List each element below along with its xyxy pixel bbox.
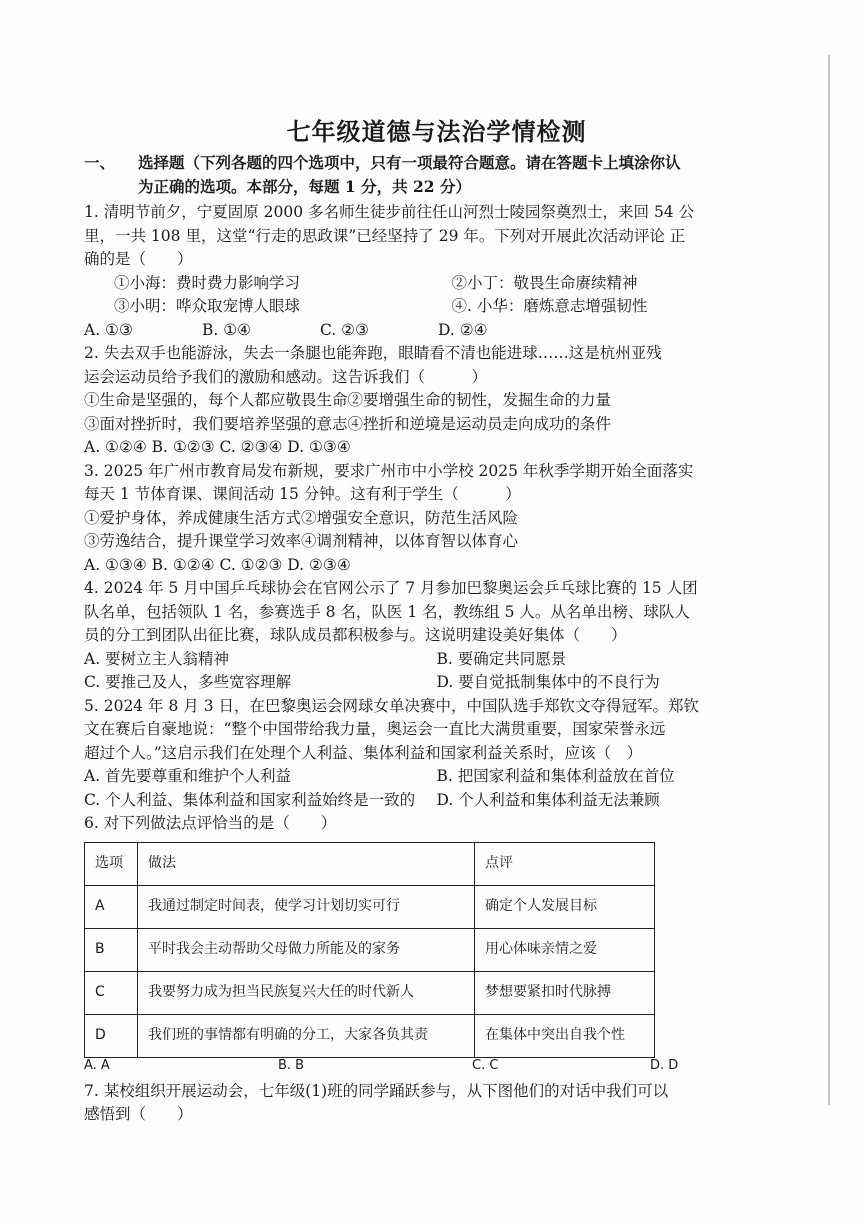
- table-cell: A: [85, 885, 138, 928]
- page-title: 七年级道德与法治学情检测: [286, 117, 587, 146]
- statement-line: ①爱护身体，养成健康生活方式②增强安全意识，防范生活风险: [84, 508, 519, 527]
- evaluation-table: [84, 842, 655, 1058]
- table-row: [85, 971, 655, 1014]
- table-header: 做法: [138, 842, 475, 885]
- table-row: [85, 1014, 655, 1057]
- question-line: 运会运动员给予我们的激励和感动。这告诉我们（ ）: [84, 367, 488, 386]
- answer-choices[interactable]: A. ①②④ B. ①②③ C. ②③④ D. ①③④: [84, 438, 351, 456]
- answer-row: [84, 671, 789, 695]
- question-line: 队名单，包括领队 1 名，参赛选手 8 名，队医 1 名，教练组 5 人。从名单出榜、球队人: [84, 602, 690, 621]
- statement-line: ③劳逸结合，提升课堂学习效率④调剂精神，以体育智以体育心: [84, 532, 519, 550]
- answer-row: [84, 765, 789, 789]
- choice-d[interactable]: D. D: [650, 1057, 679, 1073]
- section-number: 一、: [84, 153, 116, 172]
- statement-3: ③小明：哗众取宠博人眼球: [114, 297, 301, 315]
- statement-row: [84, 272, 789, 296]
- table-cell: 用心体味亲情之爱: [475, 928, 655, 971]
- statement-2: ②小丁：敬畏生命赓续精神: [451, 273, 638, 292]
- choice-d[interactable]: D. 个人利益和集体利益无法兼顾: [436, 790, 660, 809]
- question-line: 7. 某校组织开展运动会，七年级(1)班的同学踊跃参与，从下图他们的对话中我们可以: [84, 1081, 669, 1100]
- statement-row: [84, 295, 789, 319]
- table-cell: 确定个人发展目标: [475, 885, 655, 928]
- question-line: 6. 对下列做法点评恰当的是（ ）: [84, 814, 337, 832]
- table-cell: 我们班的事情都有明确的分工，大家各负其责: [138, 1014, 475, 1057]
- choice-a[interactable]: A. 要树立主人翁精神: [84, 649, 230, 668]
- table-header: 选项: [85, 842, 138, 885]
- statement-line: ③面对挫折时，我们要培养坚强的意志④挫折和逆境是运动员走向成功的条件: [84, 414, 612, 433]
- choice-d[interactable]: D. ②④: [438, 320, 488, 339]
- table-cell: 平时我会主动帮助父母做力所能及的家务: [138, 928, 475, 971]
- statement-1: ①小海：费时费力影响学习: [114, 273, 301, 292]
- choice-c[interactable]: C. 个人利益、集体利益和国家利益始终是一致的: [84, 790, 416, 809]
- question-1: [84, 201, 789, 342]
- choice-a[interactable]: A. 首先要尊重和维护个人利益: [84, 767, 292, 785]
- table-cell: 我通过制定时间表，使学习计划切实可行: [138, 885, 475, 928]
- question-line: 1. 清明节前夕，宁夏固原 2000 多名师生徒步前往任山河烈士陵园祭奠烈士，来回 54 公: [84, 203, 695, 221]
- question-6: [84, 812, 789, 1074]
- choice-a[interactable]: A. A: [84, 1057, 110, 1073]
- choice-d[interactable]: D. 要自觉抵制集体中的不良行为: [436, 673, 660, 691]
- answer-choices[interactable]: A. ①③④ B. ①②④ C. ①②③ D. ②③④: [84, 555, 351, 574]
- table-cell: 在集体中突出自我个性: [475, 1014, 655, 1057]
- question-line: 文在赛后自豪地说：“整个中国带给我力量，奥运会一直比大满贯重要，国家荣誉永远: [84, 720, 666, 738]
- table-cell: C: [85, 971, 138, 1014]
- statement-line: ①生命是坚强的，每个人都应敬畏生命②要增强生命的韧性，发掘生命的力量: [84, 391, 612, 409]
- table-cell: 梦想要紧扣时代脉搏: [475, 971, 655, 1014]
- choice-b[interactable]: B. 把国家利益和集体利益放在首位: [436, 767, 675, 785]
- answer-choices: [84, 1058, 789, 1074]
- page-edge-shadow: [828, 55, 830, 1105]
- table-row: [85, 885, 655, 928]
- table-cell: 我要努力成为担当民族复兴大任的时代新人: [138, 971, 475, 1014]
- table-cell: D: [85, 1014, 138, 1057]
- question-line: 超过个人。”这启示我们在处理个人利益、集体利益和国家利益关系时，应该（ ）: [84, 743, 643, 762]
- question-3: [84, 460, 789, 578]
- table-header-row: [85, 842, 655, 885]
- question-line: 4. 2024 年 5 月中国乒乓球协会在官网公示了 7 月参加巴黎奥运会乒乓球比赛的 15 人团: [84, 579, 698, 597]
- question-7: [84, 1080, 789, 1127]
- choice-b[interactable]: B. ①④: [202, 320, 252, 339]
- question-4: [84, 577, 789, 695]
- question-line: 里，一共 108 里，这堂“行走的思政课”已经坚持了 29 年。下列对开展此次活动评论 正: [84, 226, 686, 245]
- section-header: [84, 151, 789, 199]
- table-cell: B: [85, 928, 138, 971]
- table-row: [85, 928, 655, 971]
- answer-row: [84, 789, 789, 813]
- question-line: 3. 2025 年广州市教育局发布新规，要求广州市中小学校 2025 年秋季学期开始全面落实: [84, 461, 694, 480]
- statement-4: ④. 小华：磨炼意志增强韧性: [451, 297, 648, 315]
- choice-c[interactable]: C. C: [472, 1057, 499, 1073]
- question-5: [84, 695, 789, 813]
- section-instructions-line2: 为正确的选项。本部分，每题 1 分，共 22 分）: [138, 177, 471, 196]
- question-line: 2. 失去双手也能游泳，失去一条腿也能奔跑，眼睛看不清也能进球……这是杭州亚残: [84, 344, 662, 362]
- exam-content: [84, 112, 789, 1127]
- question-line: 每天 1 节体育课、课间活动 15 分钟。这有利于学生（ ）: [84, 485, 521, 503]
- question-line: 感悟到（ ）: [84, 1105, 193, 1123]
- choice-a[interactable]: A. ①③: [84, 320, 133, 339]
- question-line: 确的是（ ）: [84, 250, 193, 268]
- section-instructions-line1: 选择题（下列各题的四个选项中，只有一项最符合题意。请在答题卡上填涂你认: [138, 153, 681, 172]
- answer-row: [84, 648, 789, 672]
- table-header: 点评: [475, 842, 655, 885]
- answer-choices: [84, 319, 789, 343]
- question-line: 员的分工到团队出征比赛，球队成员都积极参与。这说明建设美好集体（ ）: [84, 626, 627, 644]
- question-2: [84, 342, 789, 460]
- choice-c[interactable]: C. ②③: [320, 320, 369, 339]
- choice-b[interactable]: B. 要确定共同愿景: [436, 649, 567, 668]
- choice-b[interactable]: B. B: [278, 1057, 305, 1073]
- choice-c[interactable]: C. 要推己及人，多些宽容理解: [84, 673, 292, 691]
- question-line: 5. 2024 年 8 月 3 日，在巴黎奥运会网球女单决赛中，中国队选手郑钦文夺得冠军。郑钦: [84, 696, 700, 715]
